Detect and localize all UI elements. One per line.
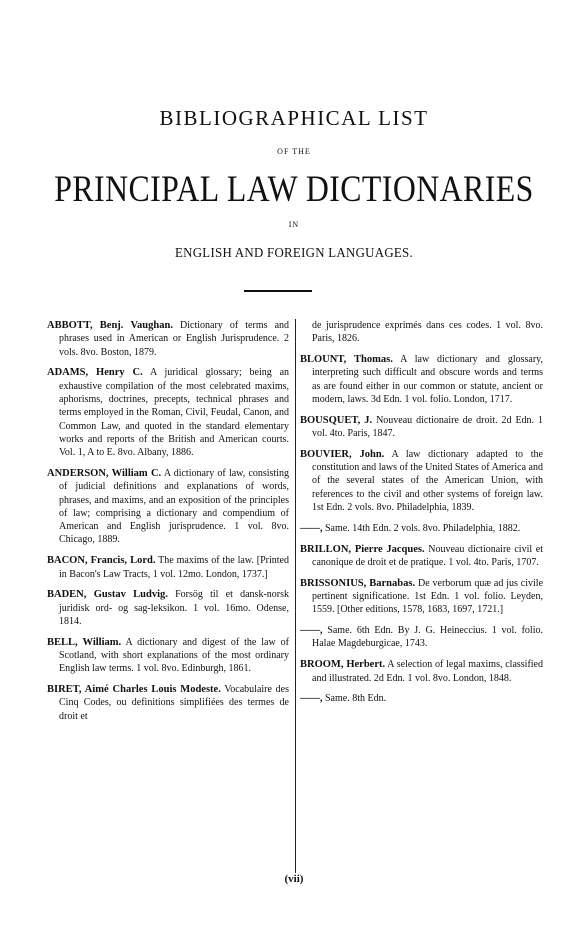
- title-line-4: IN: [288, 220, 300, 229]
- entry-anderson: [47, 467, 289, 547]
- entry-name: BOUSQUET, J.: [300, 414, 373, 426]
- entry-baden: [47, 588, 289, 628]
- entry-brissonius: [300, 577, 543, 617]
- entry-text: A dictionary of law, consisting of judicial definitions and explanations of words, phrases, and maxims, and an exposition of the principles of law; comprising a dictionary and compendium of American and English jurisprudence. 1 vol. 8vo. Chicago, 1889.: [59, 467, 289, 546]
- ditto-dash: ——,: [300, 522, 323, 534]
- column-divider: [295, 319, 296, 873]
- entry-text: A law dictionary adapted to the constitution and laws of the United States of America and of the several states of the American Union, with references to the civil and other systems of foreign law. 1st Edn. 2 vols. 8vo. Philadelphia, 1839.: [312, 448, 543, 514]
- entry-name: BELL, William.: [47, 636, 122, 648]
- entry-brillon: [300, 543, 543, 570]
- right-column: [300, 319, 543, 713]
- page-number: (vii): [284, 873, 304, 885]
- entry-bacon: [47, 554, 289, 581]
- entry-text: Dictionary of terms and phrases used in American or English Jurisprudence. 2 vols. 8vo. Boston, 1879.: [59, 320, 290, 358]
- entry-biret-continued: [300, 319, 543, 346]
- entry-text: Same. 6th Edn. By J. G. Heineccius. 1 vol. folio. Halae Magdeburgicae, 1743.: [312, 625, 543, 650]
- ditto-dash: ——,: [300, 625, 323, 637]
- entry-name: BROOM, Herbert.: [300, 659, 386, 671]
- entry-text: de jurisprudence exprimés dans ces codes. 1 vol. 8vo. Paris, 1826.: [312, 320, 543, 345]
- entry-text: Forsög til et dansk-norsk juridisk ord- og sag-leksikon. 1 vol. 16mo. Odense, 1814.: [59, 589, 289, 627]
- entry-name: BLOUNT, Thomas.: [300, 354, 393, 366]
- entry-text: A juridical glossary; being an exhaustive compilation of the most celebrated maxims, aphorisms, doctrines, precepts, technical phrases and terms employed in the Roman, Civil, Feudal, Canon, and Common Law, and quoted in the standard elementary works and reports of the British and American courts. Vol. 1, A to E. 8vo. Albany, 1886.: [59, 367, 290, 459]
- title-line-1: BIBLIOGRAPHICAL LIST: [159, 106, 429, 130]
- entry-name: BRILLON, Pierre Jacques.: [300, 543, 425, 555]
- entry-text: Same. 8th Edn.: [322, 693, 387, 705]
- entry-text: A law dictionary and glossary, interpreting such difficult and obscure words and terms as are found either in our common or statute, ancient or modern, laws. 3d Edn. 1 vol. folio. London, 1717.: [312, 354, 543, 405]
- entry-adams: [47, 366, 289, 459]
- entry-text: Nouveau dictionaire de droit. 2d Edn. 1 vol. 4to. Paris, 1847.: [312, 414, 543, 440]
- entry-name: BACON, Francis, Lord.: [47, 555, 156, 567]
- left-column: [47, 319, 289, 731]
- entry-text: A selection of legal maxims, classified and illustrated. 2d Edn. 1 vol. 8vo. London, 1848.: [312, 659, 543, 684]
- entry-broom: [300, 658, 543, 685]
- entry-text: Nouveau dictionaire civil et canonique de droit et de pratique. 1 vol. 4to. Paris, 1707.: [312, 543, 543, 568]
- entry-name: BOUVIER, John.: [300, 448, 385, 460]
- entry-name: BADEN, Gustav Ludvig.: [47, 589, 168, 601]
- entry-broom-same: [300, 692, 543, 705]
- entry-text: Same. 14th Edn. 2 vols. 8vo. Philadelphia, 1882.: [322, 522, 521, 534]
- entry-text: De verborum quæ ad jus civile pertinent significatione. 1st Edn. 1 vol. folio. Leyden, 1559. [Other editions, 1578, 1683, 1697, 1721.]: [312, 577, 544, 616]
- title-line-2: OF THE: [277, 147, 311, 156]
- entry-blount: [300, 353, 543, 406]
- entry-name: ANDERSON, William C.: [47, 467, 162, 479]
- entry-biret: [47, 683, 289, 723]
- entry-name: ADAMS, Henry C.: [47, 367, 143, 379]
- entry-text: The maxims of the law. [Printed in Bacon's Law Tracts, 1 vol. 12mo. London, 1737.]: [59, 555, 289, 580]
- entry-bell: [47, 636, 289, 676]
- entry-text: A dictionary and digest of the law of Scotland, with short explanations of the most ordinary English law terms. 1 vol. 8vo. Edinburgh, 1861.: [59, 636, 289, 675]
- entry-name: ABBOTT, Benj. Vaughan.: [47, 320, 173, 331]
- entry-abbott: [47, 319, 289, 359]
- page-title: PRINCIPAL LAW DICTIONARIES: [54, 169, 534, 210]
- entry-bouvier-same: [300, 522, 543, 535]
- entry-name: BRISSONIUS, Barnabas.: [300, 577, 416, 589]
- subtitle: ENGLISH AND FOREIGN LANGUAGES.: [175, 246, 413, 261]
- ditto-dash: ——,: [300, 693, 323, 705]
- entry-bousquet: [300, 414, 543, 441]
- title-rule: [244, 290, 312, 292]
- entry-text: Vocabulaire des Cinq Codes, ou definitions simplifiées des termes de droit et: [59, 684, 289, 722]
- entry-brissonius-same: [300, 624, 543, 651]
- entry-bouvier: [300, 448, 543, 514]
- entry-name: BIRET, Aimé Charles Louis Modeste.: [47, 684, 221, 696]
